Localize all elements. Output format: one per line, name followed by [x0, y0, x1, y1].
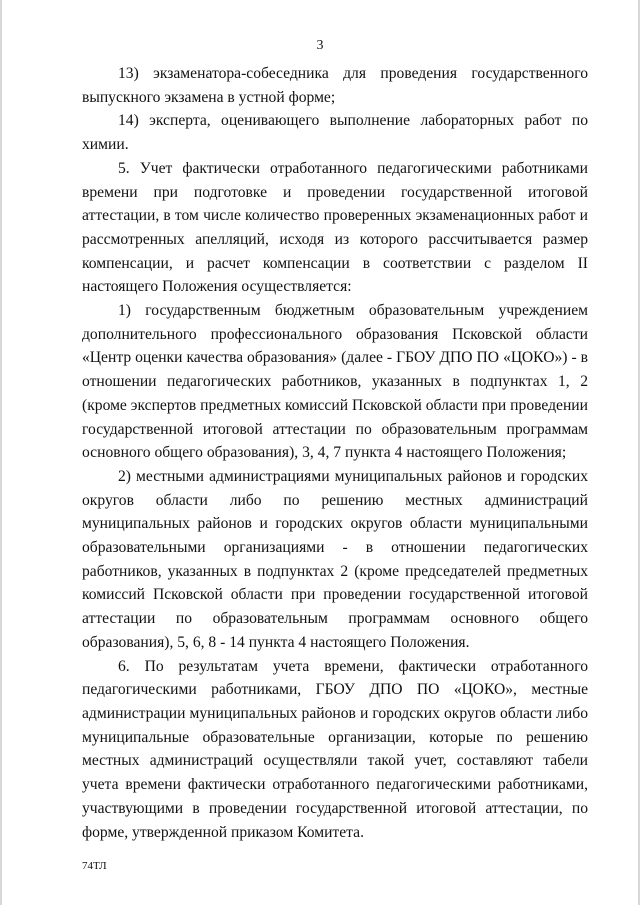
paragraph-subitem-1: 1) государственным бюджетным образовательным учреждением дополнительного профессионального образования Псковской области «Центр оценки качества образования» (далее - ГБОУ ДПО ПО «ЦОКО») - в отношении педагогических работников, указанных в подпунктах 1, 2 (кроме экспертов предметных комиссий Псковской области при проведении государственной итоговой аттестации по образовательным программам основного общего образования), 3, 4, 7 пункта 4 настоящего Положения;	[82, 302, 588, 462]
paragraph-item-13: 13) экзаменатора-собеседника для проведения государственного выпускного экзамена в устной форме;	[82, 65, 588, 106]
paragraph-section-5: 5. Учет фактически отработанного педагогическими работниками времени при подготовке и проведении государственной итоговой аттестации, в том числе количество проверенных экзаменационных работ и рассмотренных апелляций, исходя из которого рассчитывается размер компенсации, и расчет компенсации в соответствии с разделом II настоящего Положения осуществляется:	[82, 159, 588, 296]
document-body	[82, 62, 588, 844]
paragraph-item-14: 14) эксперта, оценивающего выполнение лабораторных работ по химии.	[82, 112, 588, 154]
page-number: 3	[316, 38, 324, 53]
footer-document-code: 74ТЛ	[82, 860, 107, 872]
paragraph-section-6: 6. По результатам учета времени, фактически отработанного педагогическими работниками, ГБОУ ДПО ПО «ЦОКО», местные администрации муниципальных районов и городских округов области либо муниципальные образовательные организации, которые по решению местных администраций осуществляли такой учет, составляют табели учета времени фактически отработанного педагогическими работниками, участвующими в проведении государственной итоговой аттестации, по форме, утвержденной приказом Комитета.	[82, 657, 588, 841]
paragraph-subitem-2: 2) местными администрациями муниципальных районов и городских округов области либо по решению местных администраций муниципальных районов и городских округов области муниципальными образовательными организациями - в отношении педагогических работников, указанных в подпунктах 2 (кроме председателей предметных комиссий Псковской области при проведении государственной итоговой аттестации по образовательным программам основного общего образования), 5, 6, 8 - 14 пункта 4 настоящего Положения.	[82, 467, 588, 651]
scan-left-edge	[0, 0, 2, 905]
